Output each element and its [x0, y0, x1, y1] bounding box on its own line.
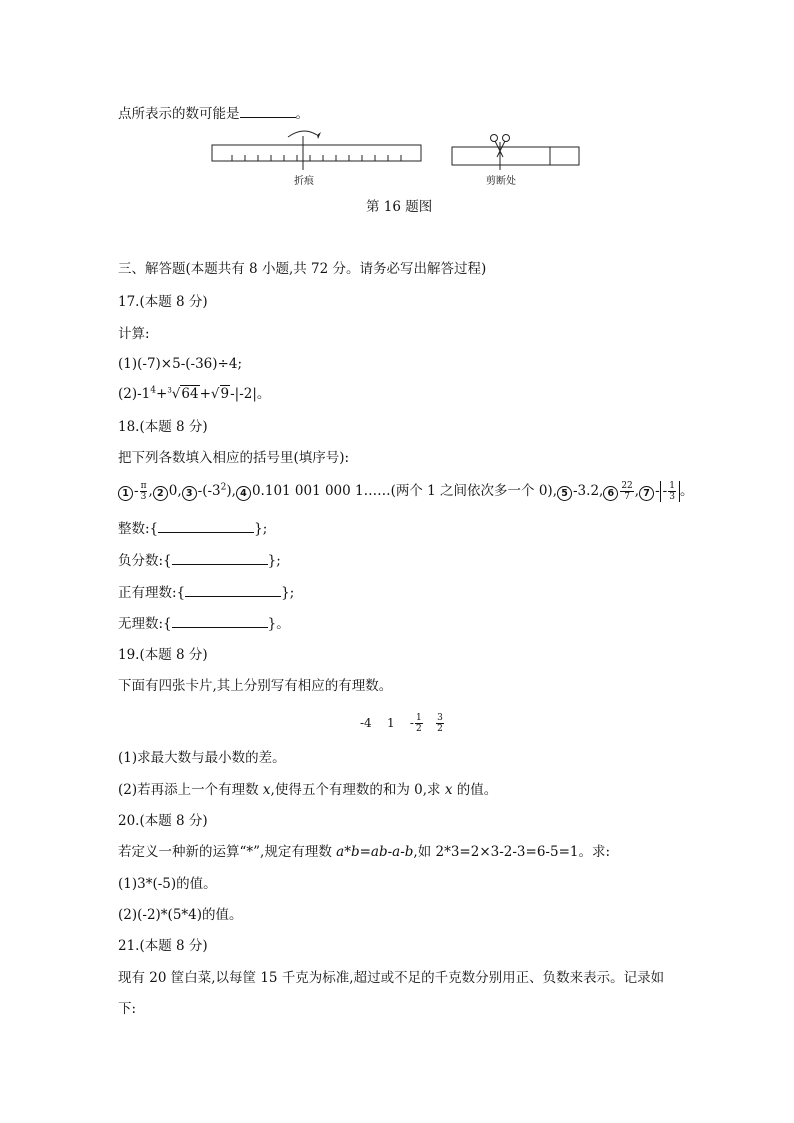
figure-ruler	[0, 120, 794, 320]
section-heading: 三、解答题(本题共有 8 小题,共 72 分。请务必写出解答过程)	[118, 261, 487, 277]
q21-intro-line2: 下:	[118, 1001, 137, 1017]
q20-part1: (1)3*(-5)的值。	[118, 876, 217, 892]
category-integer: 整数:{ };	[118, 521, 268, 537]
card-4: $\frac{3}{2}$	[437, 713, 443, 734]
q18-intro: 把下列各数填入相应的括号里(填序号):	[118, 450, 350, 466]
q17-part2: $(2)-1^4+^3√64+√9-|-2|$。	[118, 385, 271, 402]
q19-intro: 下面有四张卡片,其上分别写有相应的有理数。	[118, 678, 393, 694]
q21-intro-line1: 现有 20 筐白菜,以每筐 15 千克为标准,超过或不足的千克数分别用正、负数来表示。记录如	[118, 970, 665, 986]
q16-tail: 点所表示的数可能是 。	[118, 106, 309, 122]
q17-part1: (1)(-7)×5-(-36)÷4;	[118, 356, 242, 372]
q20-part2: (2)(-2)*(5*4)的值。	[118, 907, 243, 923]
answer-blank	[240, 104, 296, 118]
category-negative-fraction: 负分数:{ };	[118, 553, 281, 569]
q19-header: 19.(本题 8 分)	[118, 647, 208, 663]
card-3: - $\frac{1}{2}$	[409, 713, 422, 734]
q19-cards	[360, 713, 445, 734]
q17-intro: 计算:	[118, 326, 150, 342]
category-irrational: 无理数:{ }。	[118, 616, 290, 632]
q18-header: 18.(本题 8 分)	[118, 419, 208, 435]
q20-intro: 若定义一种新的运算“*”,规定有理数 a*b=ab-a-b,如 2*3=2×3-2-3=6-5=1。求:	[118, 844, 611, 860]
q19-part2: (2)若再添上一个有理数 x,使得五个有理数的和为 0,求 x 的值。	[118, 782, 498, 798]
label-cut: 剪断处	[486, 176, 516, 187]
q19-part1: (1)求最大数与最小数的差。	[118, 750, 286, 766]
card-1: -4	[360, 716, 372, 730]
label-fold: 折痕	[294, 176, 314, 187]
q17-header: 17.(本题 8 分)	[118, 294, 208, 310]
figure-caption: 第 16 题图	[366, 199, 433, 215]
q18-items: 1 - $\frac{\pi}{3}$ , 2 0, 3 $-(-3^2)$, 4 0.101 001 000 1……(两个 1 之间依次多一个 0), 5 -3.2, 6 $\frac{22}{7}$ , 7 - - $\frac{1}{3}$ 。	[118, 481, 693, 502]
card-2: 1	[386, 716, 395, 730]
q21-header: 21.(本题 8 分)	[118, 938, 208, 954]
category-positive-rational: 正有理数:{ };	[118, 585, 295, 601]
q20-header: 20.(本题 8 分)	[118, 813, 208, 829]
